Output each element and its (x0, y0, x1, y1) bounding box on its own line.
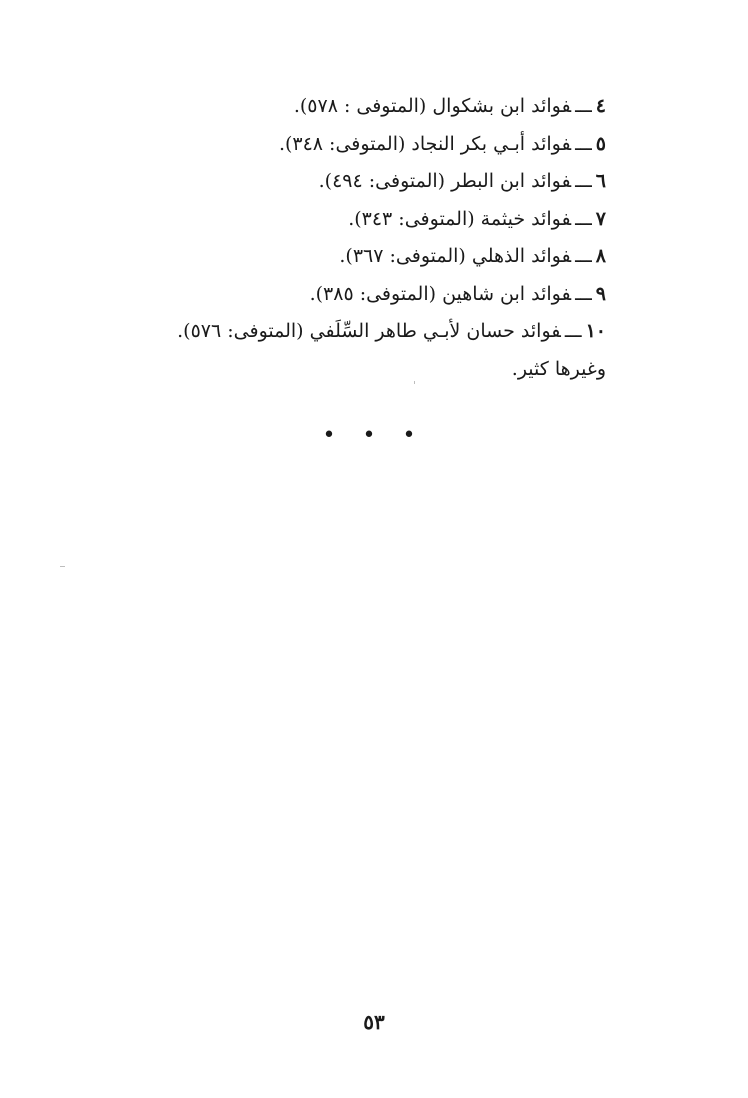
entry-dash: ـــ (575, 282, 592, 305)
entry-dash: ـــ (575, 245, 592, 267)
entry-number: ٨ (595, 245, 606, 267)
entry-dash: ـــ (575, 170, 592, 192)
list-item (166, 238, 606, 276)
scan-speck (414, 381, 415, 384)
entry-number: ٤ (595, 95, 606, 117)
list-item (166, 88, 606, 126)
list-item (166, 313, 606, 351)
entry-dash: ـــ (564, 320, 582, 342)
entry-list (166, 88, 606, 388)
entry-text: فوائد الذهلي (المتوفى: ٣٦٧). (339, 245, 572, 267)
entry-text: فوائد حسان لأبـي طاهر السِّلَفي (المتوفى: ٥٧٦). (177, 320, 561, 342)
entry-text: فوائد خيثمة (المتوفى: ٣٤٣). (348, 207, 572, 230)
entry-dash: ـــ (575, 95, 592, 117)
entry-text: فوائد ابن شاهين (المتوفى: ٣٨٥). (309, 282, 572, 305)
entry-dash: ـــ (575, 132, 592, 155)
entry-text: فوائد أبـي بكر النجاد (المتوفى: ٣٤٨). (278, 132, 572, 155)
entry-number: ٥ (595, 132, 606, 155)
entry-number: ٧ (595, 207, 606, 230)
entry-text: فوائد ابن البطر (المتوفى: ٤٩٤). (318, 170, 572, 192)
entry-number: ٩ (595, 282, 606, 305)
list-item (166, 276, 606, 314)
section-separator: • • • (322, 423, 426, 448)
entry-text: فوائد ابن بشكوال (المتوفى : ٥٧٨). (293, 95, 572, 117)
list-item (166, 163, 606, 201)
page-number: ٥٣ (363, 1010, 385, 1034)
entry-number: ١٠ (585, 320, 606, 342)
entry-number: ٦ (595, 170, 606, 192)
list-item (166, 201, 606, 239)
trailing-text: وغيرها كثير. (511, 357, 606, 380)
entry-dash: ـــ (575, 207, 592, 230)
list-item (166, 126, 606, 164)
scan-speck (60, 566, 65, 567)
